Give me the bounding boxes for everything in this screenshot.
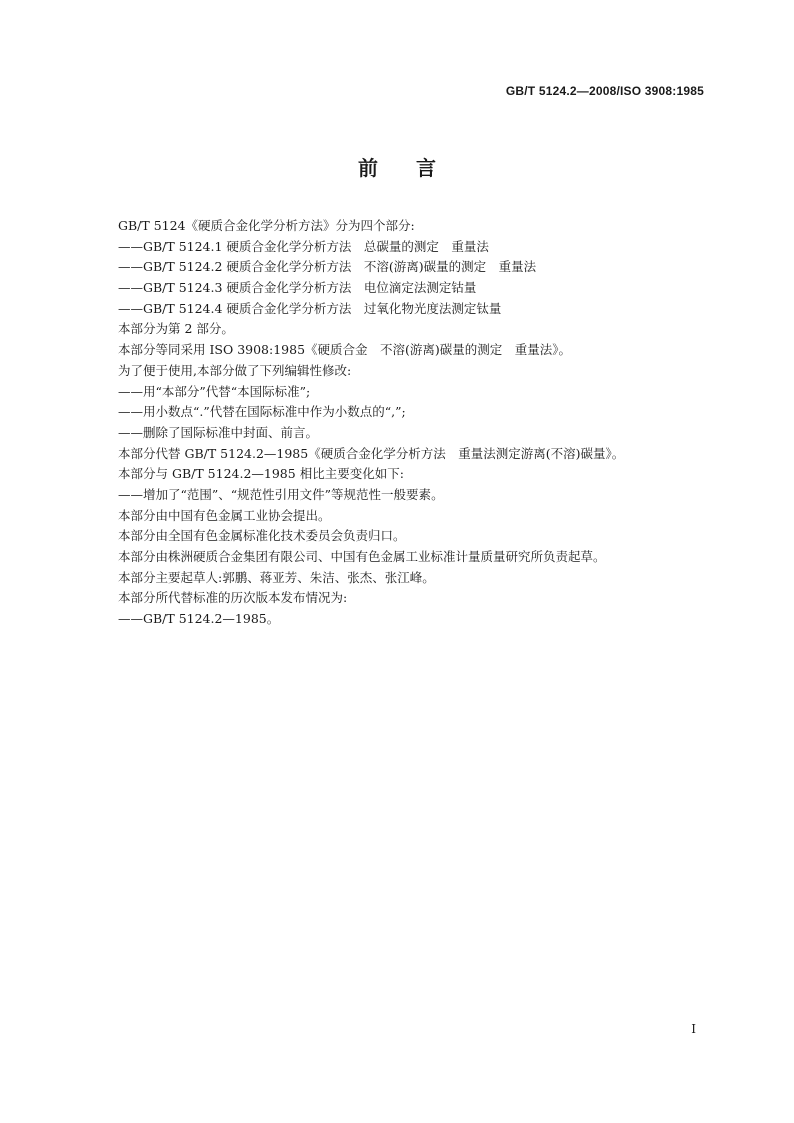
text-line: 本部分由全国有色金属标准化技术委员会负责归口。 xyxy=(118,528,406,544)
text-line: 本部分为第 2 部分。 xyxy=(118,321,234,337)
text-line: ——GB/T 5124.3 硬质合金化学分析方法 电位滴定法测定钴量 xyxy=(118,280,477,296)
text-line: ——增加了“范围”、“规范性引用文件”等规范性一般要素。 xyxy=(118,486,444,502)
text-line: ——GB/T 5124.2 硬质合金化学分析方法 不溶(游离)碳量的测定 重量法 xyxy=(118,259,537,275)
text-line: ——GB/T 5124.4 硬质合金化学分析方法 过氧化物光度法测定钛量 xyxy=(118,300,502,316)
text-line: 为了便于使用,本部分做了下列编辑性修改: xyxy=(118,362,352,378)
text-line: ——用“本部分”代替“本国际标准”; xyxy=(118,383,311,399)
text-line: 本部分由中国有色金属工业协会提出。 xyxy=(118,507,331,523)
text-line: ——删除了国际标准中封面、前言。 xyxy=(118,424,319,440)
page-title: 前言 xyxy=(358,156,474,180)
text-line: 本部分所代替标准的历次版本发布情况为: xyxy=(118,590,348,606)
text-line: 本部分代替 GB/T 5124.2—1985《硬质合金化学分析方法 重量法测定游离(不溶)碳量》。 xyxy=(118,445,625,461)
foreword-body xyxy=(118,216,718,630)
text-line: ——用小数点“.”代替在国际标准中作为小数点的“,”; xyxy=(118,404,406,420)
document-code: GB/T 5124.2—2008/ISO 3908:1985 xyxy=(505,84,704,98)
text-line: 本部分等同采用 ISO 3908:1985《硬质合金 不溶(游离)碳量的测定 重量法》。 xyxy=(118,342,572,358)
text-line: ——GB/T 5124.1 硬质合金化学分析方法 总碳量的测定 重量法 xyxy=(118,238,489,254)
text-line: GB/T 5124《硬质合金化学分析方法》分为四个部分: xyxy=(118,218,415,233)
text-line: ——GB/T 5124.2—1985。 xyxy=(118,611,280,627)
text-line: 本部分由株洲硬质合金集团有限公司、中国有色金属工业标准计量质量研究所负责起草。 xyxy=(118,549,606,564)
text-line: 本部分主要起草人:郭鹏、蒋亚芳、朱洁、张杰、张江峰。 xyxy=(118,569,435,585)
page-number: I xyxy=(691,1022,696,1036)
text-line: 本部分与 GB/T 5124.2—1985 相比主要变化如下: xyxy=(118,466,404,482)
